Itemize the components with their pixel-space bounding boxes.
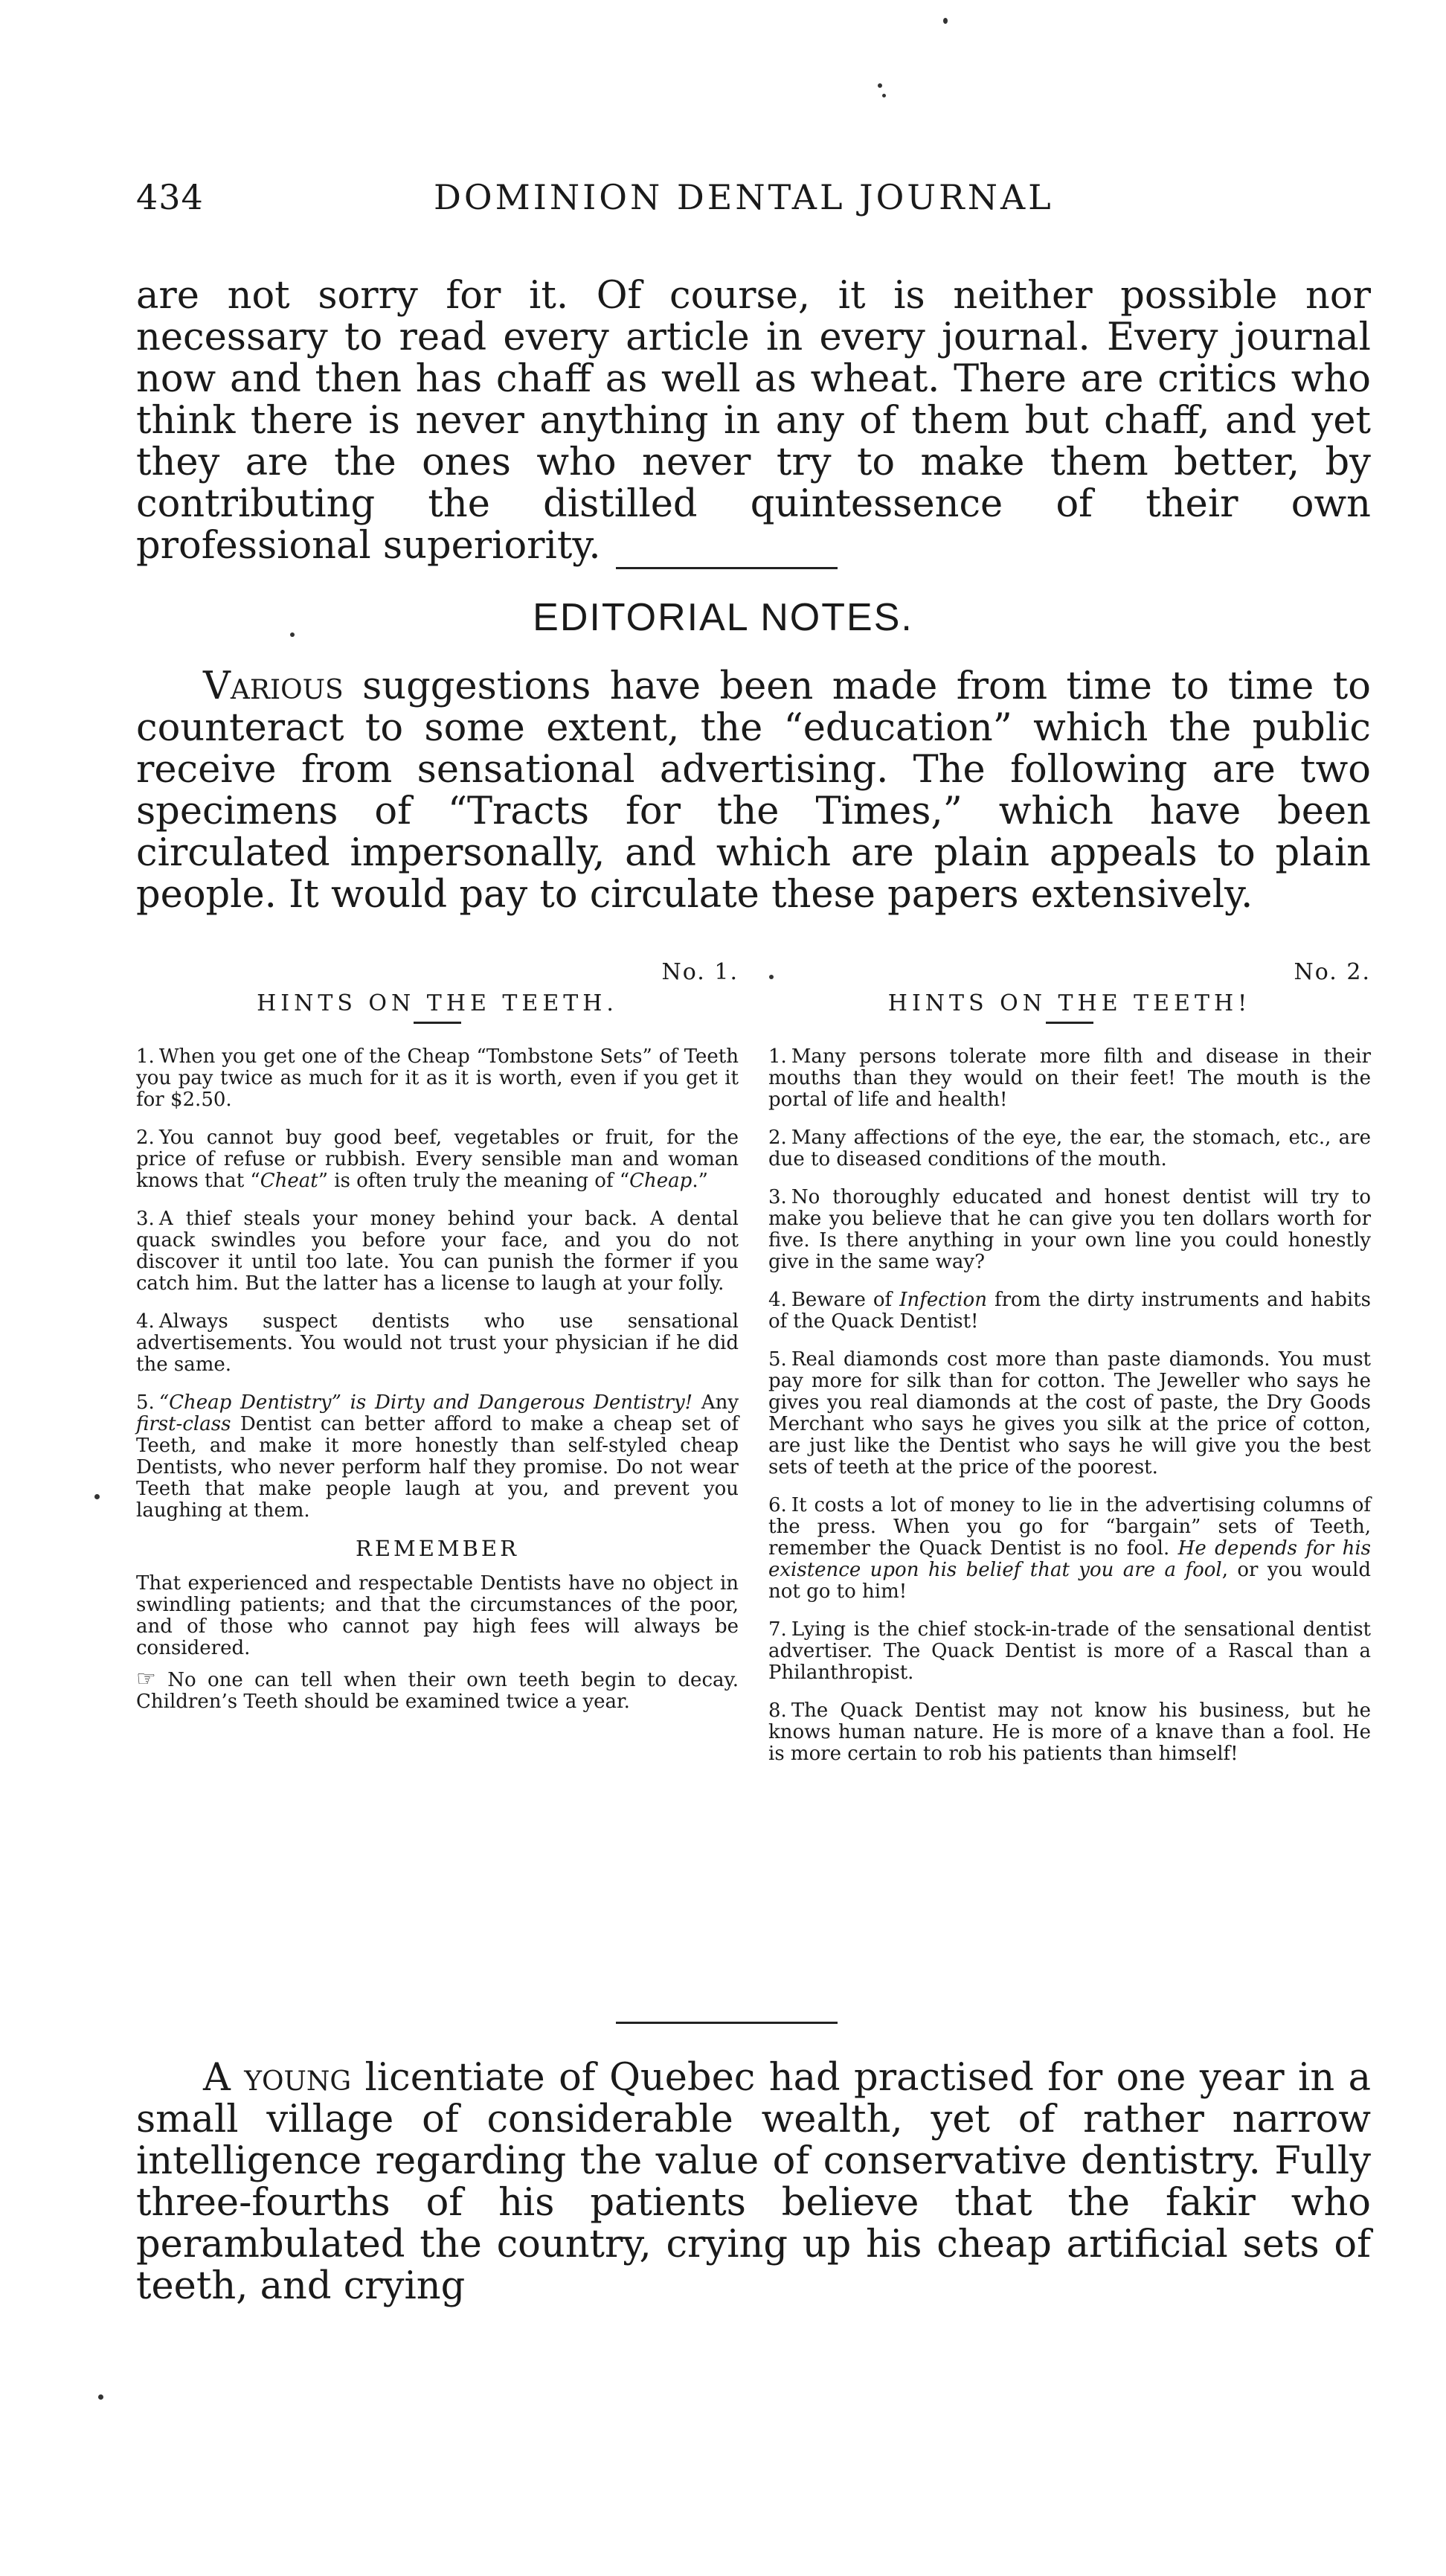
tract-item: 5. “Cheap Dentistry” is Dirty and Dangerous Dentistry! Any first-class Dentist can better afford to make a cheap set of Teeth, and make it more honestly than self-styled cheap Dentists, who never perform half they promise. Do not wear Teeth that make people laugh at you, and prevent you laughing at them. bbox=[136, 1391, 739, 1522]
final-paragraph bbox=[136, 2057, 1371, 2307]
remember-heading: REMEMBER bbox=[356, 1536, 519, 1561]
closing-divider bbox=[616, 2022, 838, 2024]
tract-item: 8. The Quack Dentist may not know his business, but he knows human nature. He is more of a knave than a fool. He is more certain to rob his patients than himself! bbox=[768, 1699, 1371, 1765]
tract-item: 2. Many affections of the eye, the ear, the stomach, etc., are due to diseased conditions of the mouth. bbox=[768, 1127, 1371, 1170]
final-first-word: A young bbox=[203, 2056, 352, 2100]
intro-text: suggestions have been made from time to time to counteract to some extent, the “education” which the public receive from sensational advertising. The following are two specimens of “Tracts for the Times,” which have been circulated impersonally, and which are plain appeals to plain people. It would pay to circulate these papers extensively. bbox=[136, 664, 1371, 917]
intro-first-word: Various bbox=[203, 664, 344, 708]
remember-text: That experienced and respectable Dentists have no object in swindling patients; and that the circumstances of the poor, and of those who cannot pay high fees will always be considered. bbox=[136, 1572, 739, 1659]
section-title: EDITORIAL NOTES. bbox=[533, 596, 913, 639]
ink-speck bbox=[878, 83, 882, 88]
pointing-hand-icon: ☞ bbox=[136, 1666, 156, 1692]
final-text: licentiate of Quebec had practised for one year in a small village of considerable wealth, yet of rather narrow intelligence regarding the value of conservative dentistry. Fully three-fourths of his patients believe that the fakir who perambulated the country, crying up his cheap artificial sets of teeth, and crying bbox=[136, 2056, 1372, 2308]
tract-item: 6. It costs a lot of money to lie in the advertising columns of the press. When you go for “bargain” sets of Teeth, remember the Quack Dentist is no fool. He depends for his existence upon his belief that you are a fool, or you would not go to him! bbox=[768, 1494, 1371, 1603]
tract-item: 4. Always suspect dentists who use sensational advertisements. You would not trust your physician if he did the same. bbox=[136, 1310, 739, 1376]
tract-column-2 bbox=[768, 961, 1371, 1781]
page-header bbox=[136, 177, 1378, 229]
page-number: 434 bbox=[136, 177, 204, 217]
tract-number: No. 2. bbox=[1294, 959, 1371, 985]
section-divider bbox=[616, 567, 838, 569]
tract-item: 4. Beware of Infection from the dirty instruments and habits of the Quack Dentist! bbox=[768, 1289, 1371, 1333]
tract-column-1 bbox=[136, 961, 739, 1723]
tract-item: 3. No thoroughly educated and honest dentist will try to make you believe that he can give you ten dollars worth for five. Is there anything in your own line you could honestly give in the same way? bbox=[768, 1186, 1371, 1273]
tract-title: HINTS ON THE TEETH! bbox=[887, 990, 1252, 1016]
ink-speck bbox=[94, 1494, 100, 1499]
tract-item: 5. Real diamonds cost more than paste diamonds. You must pay more for silk than for cotton. The Jeweller who says he gives you real diamonds at the cost of paste, the Dry Goods Merchant who says he gives you silk at the price of cotton, are just like the Dentist who says he will give you the best sets of teeth at the price of the poorest. bbox=[768, 1348, 1371, 1478]
tract-title: HINTS ON THE TEETH. bbox=[257, 990, 618, 1016]
ink-speck bbox=[943, 18, 948, 24]
tract-number: No. 1. bbox=[661, 959, 739, 985]
ink-speck bbox=[882, 94, 886, 97]
title-rule bbox=[1046, 1022, 1093, 1024]
running-head: DOMINION DENTAL JOURNAL bbox=[434, 177, 1054, 217]
tract-item: 2. You cannot buy good beef, vegetables or fruit, for the price of refuse or rubbish. Every sensible man and woman knows that “Cheat” is often truly the meaning of “Cheap.” bbox=[136, 1127, 739, 1192]
tract-item: 3. A thief steals your money behind your back. A dental quack swindles you before your face, and you do not discover it until too late. You can punish the former if you catch him. But the latter has a license to laugh at your folly. bbox=[136, 1208, 739, 1295]
tract-item: 1. When you get one of the Cheap “Tombstone Sets” of Teeth you pay twice as much for it as it is worth, even if you get it for $2.50. bbox=[136, 1045, 739, 1111]
title-rule bbox=[414, 1022, 461, 1024]
tract-item: 7. Lying is the chief stock-in-trade of the sensational dentist advertiser. The Quack Dentist is more of a Rascal than a Philanthropist. bbox=[768, 1618, 1371, 1684]
tract-item: 1. Many persons tolerate more filth and disease in their mouths than they would on their feet! The mouth is the portal of life and health! bbox=[768, 1045, 1371, 1111]
lead-paragraph: are not sorry for it. Of course, it is neither possible nor necessary to read every article in every journal. Every journal now and then has chaff as well as wheat. There are critics who think there is never anything in any of them but chaff, and yet they are the ones who never try to make them better, by contributing the distilled quintessence of their own professional superiority. bbox=[136, 274, 1371, 568]
ink-speck bbox=[98, 2394, 103, 2400]
intro-paragraph bbox=[136, 666, 1371, 916]
final-note: ☞ No one can tell when their own teeth begin to decay. Children’s Teeth should be examined twice a year. bbox=[136, 1666, 739, 1713]
